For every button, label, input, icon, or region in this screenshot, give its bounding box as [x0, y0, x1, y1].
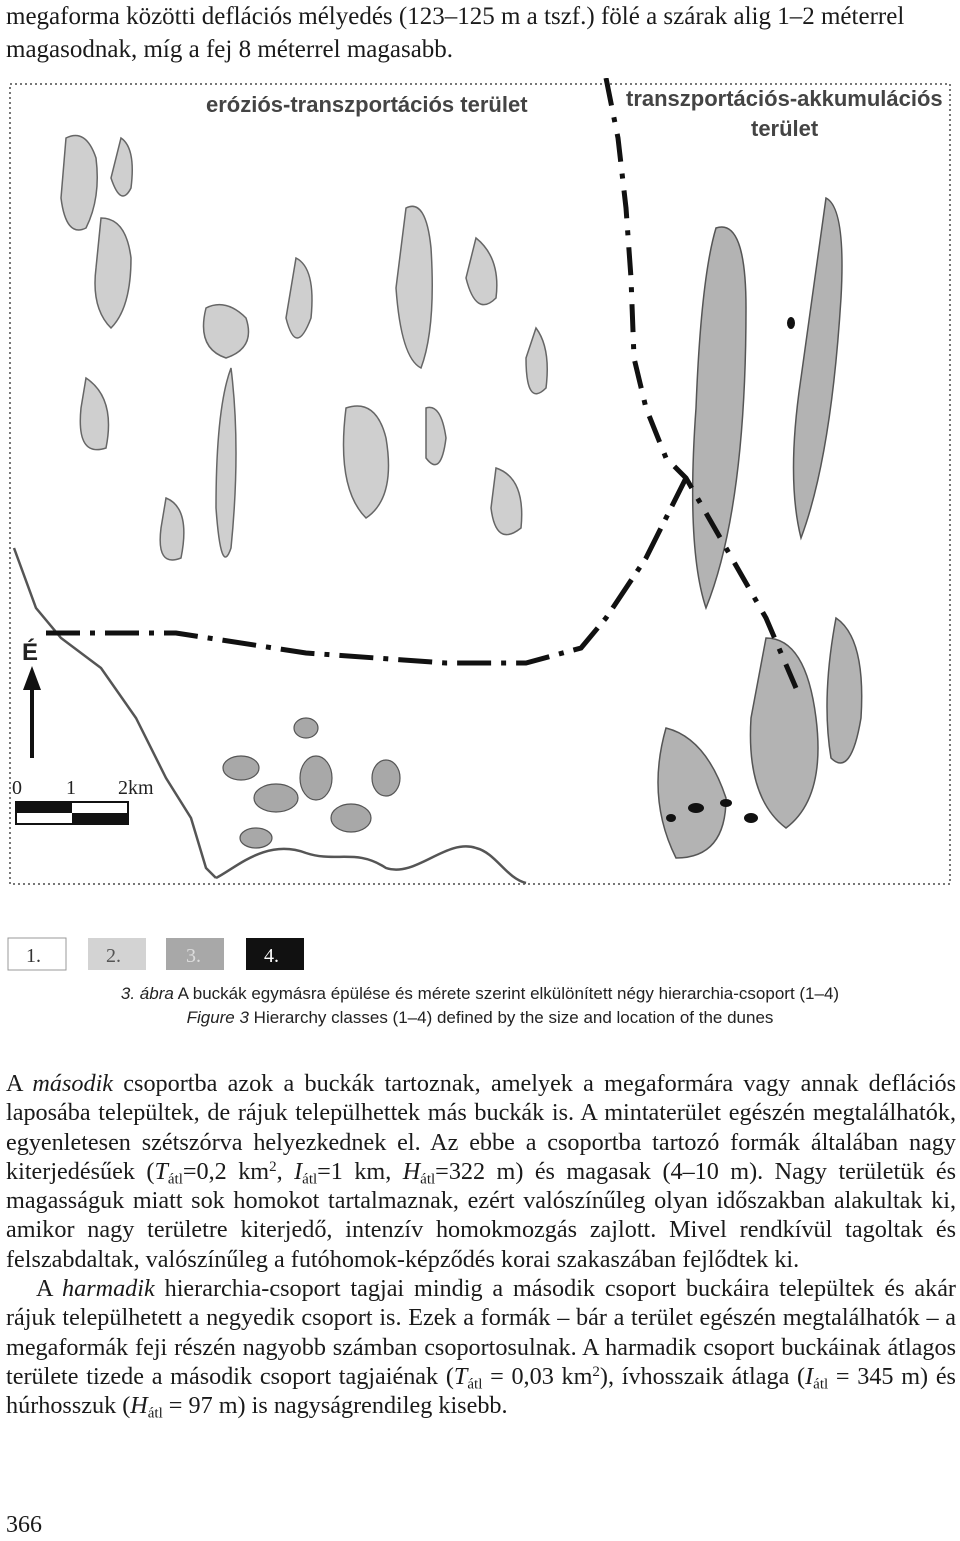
top-text-line-2: magasodnak, míg a fej 8 méterrel magasabb.	[6, 36, 454, 63]
dune-map-figure	[6, 78, 956, 978]
figure-caption	[0, 982, 960, 1030]
caption-hu-prefix: 3. ábra	[120, 984, 174, 1003]
map-label-erosion-zone: eróziós-transzportációs terület	[206, 92, 528, 117]
caption-hungarian	[0, 982, 960, 1006]
page-number: 366	[6, 1512, 42, 1538]
body-text	[6, 1069, 956, 1421]
scale-label-1: 1	[66, 777, 76, 799]
map-label-accumulation-zone-line1: transzportációs-akkumulációs	[626, 86, 943, 111]
legend-label-3: 3.	[186, 945, 201, 967]
caption-en-prefix: Figure 3	[186, 1008, 249, 1027]
map-label-accumulation-zone-line2: terület	[751, 116, 819, 141]
caption-english	[0, 1006, 960, 1030]
top-text-line-1: megaforma közötti deflációs mélyedés (123–125 m a tszf.) fölé a szárak alig 1–2 méterrel	[6, 3, 905, 30]
north-label: É	[22, 639, 39, 666]
paragraph-third-group: A harmadik hierarchia-csoport tagjai mindig a második csoport buckáira települtek és akár rájuk települhetett a negyedik csoport is. Ezek a formák – bár a terület egészén megtalálhatók – a megaformák feji részén nagyobb számban csoportosulnak. A harmadik csoport buckáinak átlagos területe tizede a második csoport tagjaiénak ($T_{átl} = 0,03$ $km^2$), ívhosszaik átlaga ($I_{átl} = 345$ m) és húrhosszuk ($H_{átl} = 97$ m) is nagyságrendileg kisebb.	[6, 1275, 956, 1422]
top-text	[6, 0, 956, 66]
scale-label-0: 0	[12, 777, 22, 799]
paragraph-second-group: A második csoportba azok a buckák tartoznak, amelyek a megaformára vagy annak deflációs laposába települtek, de rájuk települhettek más buckák is. A mintaterület egészén megtalálhatók, egyenletesen szétszórva helyezkednek el. Az ebbe a csoportba tartozó formák általában nagy kiterjedésűek ($T_{átl}=0,2$ $km^2$, $I_{átl}=1$ km, $H_{átl}=322$ m) és magasak (4–10 m). Nagy területük és magasságuk miatt sok homokot tartalmaznak, ezért valószínűleg olyan időszakban alakultak ki, amikor nagy területre kiterjedő, intenzív homokmozgás zajlott. Mivel rendkívül tagoltak és felszabdaltak, valószínűleg a futóhomok-képződés korai szakaszában fejlődtek ki.	[6, 1070, 956, 1273]
legend-label-4: 4.	[264, 945, 279, 967]
legend-label-2: 2.	[106, 945, 121, 967]
scale-label-2: 2km	[118, 777, 154, 799]
legend	[8, 938, 304, 970]
legend-label-1: 1.	[26, 945, 41, 967]
caption-hu-text: A buckák egymásra épülése és mérete szerint elkülönített négy hierarchia-csoport (1–4)	[173, 984, 840, 1003]
caption-en-text: Hierarchy classes (1–4) defined by the size and location of the dunes	[248, 1008, 774, 1027]
